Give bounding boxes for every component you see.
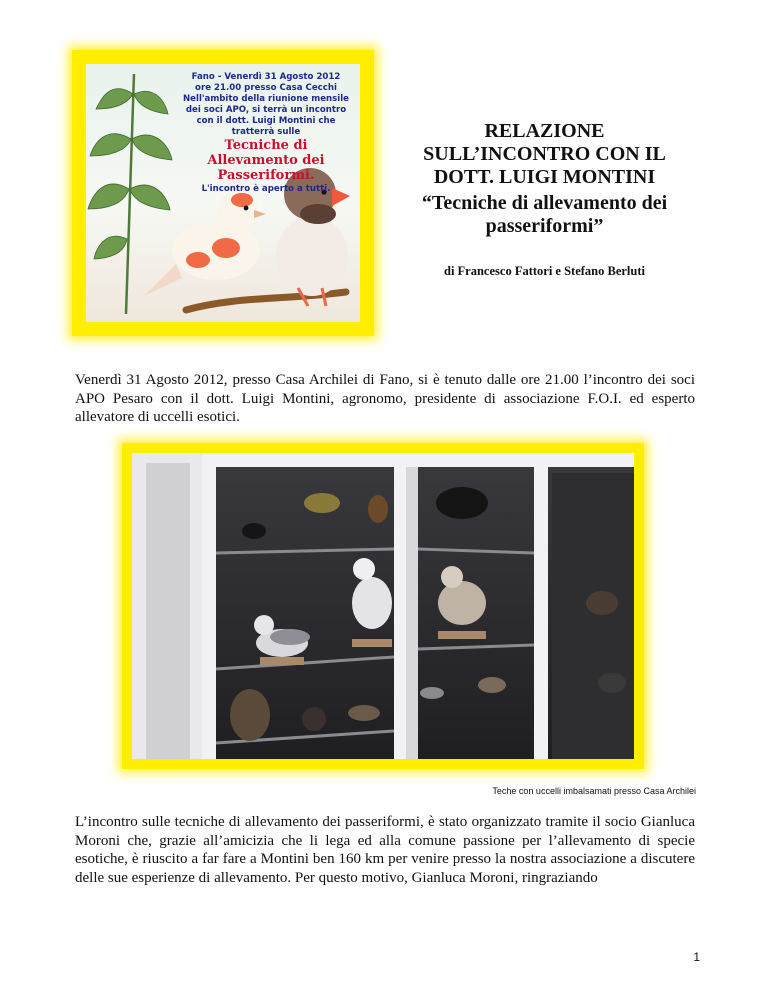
poster-line: Nell'ambito della riunione mensile <box>182 94 349 104</box>
title-line: RELAZIONE <box>484 120 605 142</box>
page-title <box>392 120 697 189</box>
poster-line: con il dott. Luigi Montini che <box>196 116 336 126</box>
photo-image <box>132 453 634 759</box>
title-line: SULL’INCONTRO CON IL <box>423 143 666 165</box>
authors-byline: di Francesco Fattori e Stefano Berluti <box>444 264 645 278</box>
page-subtitle <box>392 192 697 238</box>
poster-line: Fano - Venerdì 31 Agosto 2012 <box>191 72 341 82</box>
body-paragraph: L’incontro sulle tecniche di allevamento dei passeriformi, è stato organizzato tramite il socio Gianluca Moroni che, grazie all’amicizia che li lega ed alla comune passione per l’allevamento di specie esotiche, è riuscito a far fare a Montini ben 160 km per venire presso la nostra associazione a discutere delle sue esperienze di allevamento. Per questo motivo, Gianluca Moroni, ringraziando <box>75 814 695 886</box>
poster-headline: Tecniche di <box>224 138 308 153</box>
poster-note: L'incontro è aperto a tutti. <box>201 184 331 194</box>
poster-text <box>178 72 354 195</box>
poster-line: ore 21.00 presso Casa Cecchi <box>195 83 337 93</box>
museum-photo <box>122 443 644 769</box>
display-cases-illustration <box>132 453 634 759</box>
event-poster <box>72 50 374 336</box>
poster-artwork <box>86 64 360 322</box>
poster-headline: Allevamento dei <box>207 153 325 168</box>
poster-line: tratterrà sulle <box>231 127 301 137</box>
photo-caption: Teche con uccelli imbalsamati presso Casa Archilei <box>492 786 696 796</box>
subtitle-line: “Tecniche di allevamento dei <box>421 192 668 214</box>
intro-paragraph: Venerdì 31 Agosto 2012, presso Casa Archilei di Fano, si è tenuto dalle ore 21.00 l’incontro dei soci APO Pesaro con il dott. Luigi Montini, agronomo, presidente di associazione F.O.I. ed esperto allevatore di uccelli esotici. <box>75 372 695 426</box>
page-number: 1 <box>693 950 700 964</box>
subtitle-line: passeriformi” <box>485 215 604 237</box>
title-line: DOTT. LUIGI MONTINI <box>433 166 656 188</box>
poster-line: dei soci APO, si terrà un incontro <box>185 105 347 115</box>
poster-headline: Passeriformi. <box>217 168 315 183</box>
